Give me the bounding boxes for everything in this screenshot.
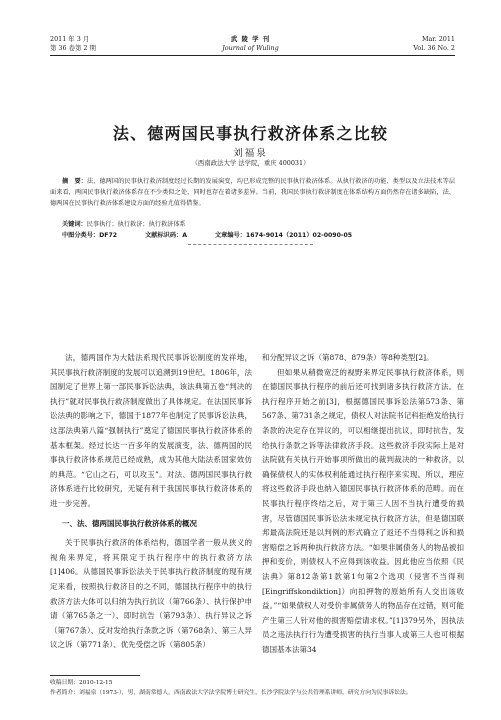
header-volume-cn: 第 36 卷第 2 期: [50, 44, 96, 52]
footnote-rule: [50, 675, 140, 676]
author-affiliation: （西南政法大学 法学院，重庆 400031）: [191, 159, 310, 167]
abstract: [50, 176, 455, 210]
clc-number: 中图分类号：DF72: [62, 232, 118, 239]
classification-line: [50, 230, 455, 239]
intro-paragraph: 法，德两国作为大陆法系现代民事诉讼制度的发祥地，其民事执行救济制度的发展可以追溯到19世纪。1806年，法国制定了世界上第一部民事诉讼法典，该法典第五卷“判决的执行”就对民事执行救济制度做出了具体规定。在法国民事诉讼法典的影响之下，德国于1877年也制定了民事诉讼法典，这部法典第八篇“强制执行”奠定了德国民事执行救济体系的基本框架。经过长达一百多年的发展演变，法、德两国的民事执行救济体系规范已经成熟，成为其他大陆法系国家效仿的典范。“它山之石，可以攻玉”。对法、德两国民事执行救济体系进行比较研究，无疑有利于我国民事执行救济体系的进一步完善。: [50, 353, 252, 508]
keywords-label: 关键词：: [62, 221, 87, 228]
header-journal-cn: 武 陵 学 刊: [230, 35, 271, 43]
right-column: [262, 351, 464, 657]
article-number: 文章编号：1674-9014（2011）02-0090-05: [214, 232, 353, 239]
section-separator: [188, 244, 313, 245]
abstract-text: 法、德两国的民事执行救济制度经过长期的发展演变，均已形成完整的民事执行救济体系。从执行救济的功能、类型以及立法技术等层面来看，两国民事执行救济体系存在不少类似之处，同时也存在着诸多差异。当前，我国民事执行救济制度在体系结构方面仍然存在诸多缺陷，法、德两国在民事执行救济体系建设方面的经验尤值得借鉴。: [50, 178, 456, 208]
header-volume-en: Vol. 36 No. 2: [413, 44, 455, 52]
article-title: 法、德两国民事执行救济体系之比较: [112, 124, 389, 143]
header-date-cn: 2011 年 3 月: [50, 35, 90, 43]
right-paragraph-2: 但如果从稍微宽泛的视野来界定民事执行救济体系，则在德国民事执行程序的前后还可找到诸多执行救济方法。在执行程序开始之前[3]，根据德国民事诉讼法第573条、第567条、第731条之规定，债权人对法院书记科拒绝发给执行条款的决定存在异议的，可以相继提出抗议，即时抗告，发给执行条款之诉等法律救济手段。这些救济手段实际上是对法院就有关执行开始事项所做出的裁判裁决的一种救济，以确保债权人的实体权利能通过执行程序来实现。所以，理应将这些救济手段也纳入德国民事执行救济体系的范畴。而在民事执行程序终结之后，对于第三人因不当执行遭受的损害，尽管德国民事诉讼法未规定执行救济方法，但是德国联邦最高法院还是以判例的形式确立了返还不当得利之诉和损害赔偿之诉两种执行救济方法。“如果非属债务人的物品被扣押和变价，则债权人不应得到该收益。因此他应当依照《民法典》第812条第1款第1句第2个选项（侵害不当得利[Eingriffskondiktion]）向扣押物的原始所有人交出该收益。”“如果债权人对受价非属债务人的物品存在过错，则可能产生第三人针对他的损害赔偿请求权。”[1]379另外，因执法员之违法执行行为遭受损害的执行当事人或第三人也可根据德国基本法第34: [262, 367, 464, 654]
abstract-label: 摘 要：: [62, 178, 87, 185]
footnote: [50, 678, 455, 698]
keywords: [62, 219, 186, 228]
header-rule: [50, 55, 455, 56]
header-journal-en: Journal of Wuling: [222, 44, 279, 52]
section-heading: 一、法、德两国民事执行救济体系的概况: [62, 518, 197, 528]
left-column: [50, 351, 252, 653]
keywords-text: 民事执行；执行救济；执行救济体系: [86, 221, 186, 228]
right-paragraph-1: 和分配异议之诉（第878、879条）等8种类型[2]。: [262, 353, 434, 362]
received-date: 收稿日期：2010-12-15: [50, 680, 113, 686]
header-date-en: Mar. 2011: [421, 35, 455, 43]
document-code: 文献标识码：A: [145, 232, 187, 239]
article-author: 刘福泉: [233, 148, 268, 159]
left-paragraph-2: 关于民事执行救济的体系结构，德国学者一般从狭义的视角来界定，将其限定于执行程序中的执行救济方法[1]406。从德国民事诉讼法关于民事执行救济制度的现有规定来看，按照执行救济目的之不同，德国执行程序中的执行救济方法大体可以归纳为执行抗议（第766条）、执行保护申请（第765条之一）、即时抗告（第793条）、执行异议之诉（第767条）、反对发给执行条款之诉（第768条）、第三人异议之诉（第771条）、优先受偿之诉（第805条）: [50, 538, 252, 650]
author-bio: 作者简介：刘福泉（1973-），男，湖南常德人，西南政法大学法学院博士研究生，长沙学院法学与公共管理系讲师，研究方向为民事诉讼法。: [50, 690, 412, 696]
